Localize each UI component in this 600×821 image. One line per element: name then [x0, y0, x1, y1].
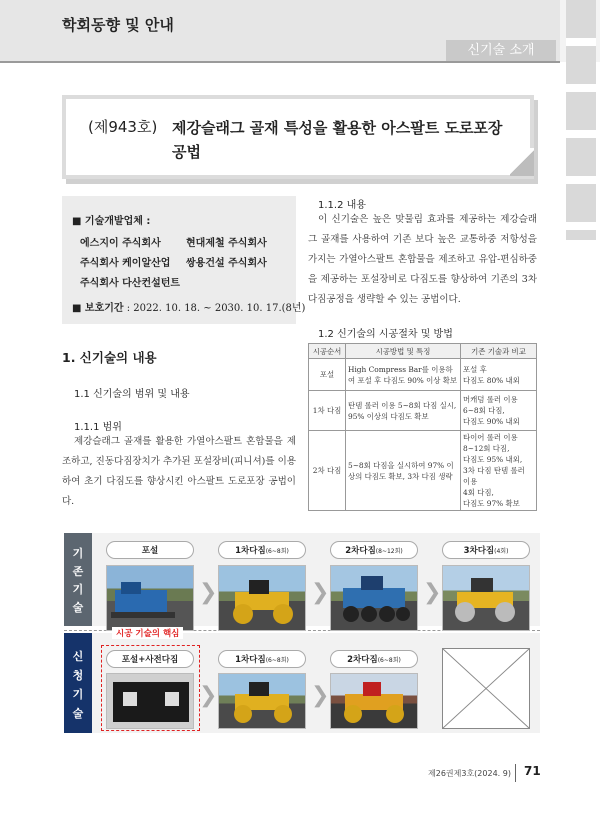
table-cell: 포설	[309, 359, 346, 391]
procedure-table	[308, 343, 537, 511]
paver-photo	[106, 565, 194, 631]
existing-step-pill	[442, 541, 530, 559]
page-fold-corner	[510, 148, 534, 176]
subsection-1-2: 1.2 신기술의 시공절차 및 방법	[318, 329, 453, 340]
company-3: 주식회사 케이알산업	[80, 258, 171, 269]
table-row	[309, 359, 537, 391]
tandem-roller-photo	[218, 565, 306, 631]
empty-step-placeholder	[442, 648, 530, 729]
table-cell: 머캐덤 롤러 이용 6~8회 다짐, 다짐도 90% 내외	[461, 391, 537, 431]
category-tab: 신기술 소개	[446, 40, 556, 62]
period-label: ■ 보호기간	[72, 303, 124, 314]
table-cell: 포설 후 다짐도 80% 내외	[461, 359, 537, 391]
new-tech-label: 신청기술	[72, 650, 84, 720]
core-tech-label: 시공 기술의 핵심	[112, 627, 183, 639]
table-header: 기존 기술과 비교	[461, 344, 537, 359]
subsection-1-1: 1.1 신기술의 범위 및 내용	[74, 389, 190, 400]
period-value: : 2022. 10. 18. ~ 2030. 10. 17.(8년)	[123, 303, 306, 314]
subsection-1-1-2: 1.1.2 내용	[318, 200, 366, 211]
step-name: 포설	[141, 546, 159, 556]
protection-period	[72, 299, 305, 314]
company-5: 주식회사 다산컨설턴트	[80, 278, 181, 289]
new-roller-photo	[218, 673, 306, 729]
table-cell: 5~8회 다짐을 실시하여 97% 이상의 다짐도 확보, 3차 다짐 생략	[346, 431, 461, 511]
new-paver-image	[107, 674, 194, 729]
table-header-row	[309, 344, 537, 359]
header-divider	[0, 61, 560, 63]
existing-step-pill	[330, 541, 418, 559]
subsection-1-1-1: 1.1.1 범위	[74, 422, 122, 433]
developers-label: ■ 기술개발업체 :	[72, 216, 151, 227]
existing-tech-side-label	[64, 533, 92, 626]
table-cell: 탄뎀 롤러 이용 5~8회 다짐 실시, 95% 이상의 다짐도 확보	[346, 391, 461, 431]
step-name: 2차다짐	[345, 546, 376, 556]
step-count: (6~8회)	[265, 657, 289, 664]
section-heading: 1. 신기술의 내용	[62, 350, 157, 365]
new-second-roller-image	[331, 674, 418, 729]
third-roller-image	[443, 566, 530, 631]
new-second-roller-photo	[330, 673, 418, 729]
new-step-pill	[218, 650, 306, 668]
scope-paragraph: 제강슬래그 골재를 활용한 가열아스팔트 혼합물을 제조하고, 진동다짐장치가 추가된 포설장비(피니셔)를 이용하여 초기 다짐도를 향상시킨 아스팔트 도로포장 공법이다.	[62, 436, 296, 507]
existing-step-pill	[106, 541, 194, 559]
step-count: (4회)	[494, 548, 509, 555]
chevron-right-icon: ❯	[199, 580, 218, 605]
table-row	[309, 431, 537, 511]
new-step-pill	[106, 650, 194, 668]
existing-tech-label: 기존기술	[72, 547, 84, 614]
step-name: 2차다짐	[347, 655, 378, 665]
step-name: 3차다짐	[463, 546, 495, 556]
step-count: (6~8회)	[265, 548, 289, 555]
step-name: 포설+사전다짐	[121, 655, 179, 665]
chevron-right-icon: ❯	[423, 580, 442, 605]
page-edge-tabs	[566, 0, 596, 240]
chevron-right-icon: ❯	[311, 580, 330, 605]
new-paver-photo	[106, 673, 194, 729]
table-cell: 2차 다짐	[309, 431, 346, 511]
issue-info: 제26권제3호(2024. 9)	[428, 769, 511, 778]
cross-placeholder-icon	[443, 649, 529, 728]
company-1: 에스지이 주식회사	[80, 238, 161, 249]
new-step-pill	[330, 650, 418, 668]
tire-roller-image	[331, 566, 418, 631]
new-roller-image	[219, 674, 306, 729]
new-tech-side-label	[64, 633, 92, 733]
step-count: (6~8회)	[377, 657, 401, 664]
step-name: 1차다짐	[235, 655, 266, 665]
existing-step-pill	[218, 541, 306, 559]
tech-number: (제943호)	[88, 118, 158, 136]
section-header-title: 학회동향 및 안내	[62, 16, 174, 34]
chevron-right-icon: ❯	[199, 683, 218, 708]
step-count: (8~12회)	[375, 548, 403, 555]
tire-roller-photo	[330, 565, 418, 631]
table-row	[309, 391, 537, 431]
third-roller-photo	[442, 565, 530, 631]
chevron-right-icon: ❯	[311, 683, 330, 708]
company-2: 현대제철 주식회사	[186, 238, 267, 249]
step-name: 1차다짐	[235, 546, 266, 556]
table-cell: 타이어 롤러 이용 8~12회 다짐, 다짐도 95% 내외, 3차 다짐 탄뎀 롤러 이용 4회 다짐, 다짐도 97% 확보	[461, 431, 537, 511]
table-cell: High Compress Bar를 이용하여 포설 후 다짐도 90% 이상 확보	[346, 359, 461, 391]
paver-image	[107, 566, 194, 631]
company-4: 쌍용건설 주식회사	[186, 258, 267, 269]
table-header: 시공순서	[309, 344, 346, 359]
page-number: 71	[524, 764, 541, 778]
content-paragraph: 이 신기술은 높은 맞물림 효과를 제공하는 제강슬래그 골재를 사용하여 기존 보다 높은 교통하중 저항성을 가지는 가열아스팔트 혼합물을 제조하고 유압-편심하중을 제공하는 포설장비로 다짐도를 향상하여 기존의 3차 다짐공정을 생략할 수 있는 공법이다.	[308, 214, 537, 305]
table-cell: 1차 다짐	[309, 391, 346, 431]
page-title: 제강슬래그 골재 특성을 활용한 아스팔트 도로포장 공법	[172, 119, 503, 161]
roller-image	[219, 566, 306, 631]
table-header: 시공방법 및 특징	[346, 344, 461, 359]
footer-divider	[515, 764, 516, 782]
